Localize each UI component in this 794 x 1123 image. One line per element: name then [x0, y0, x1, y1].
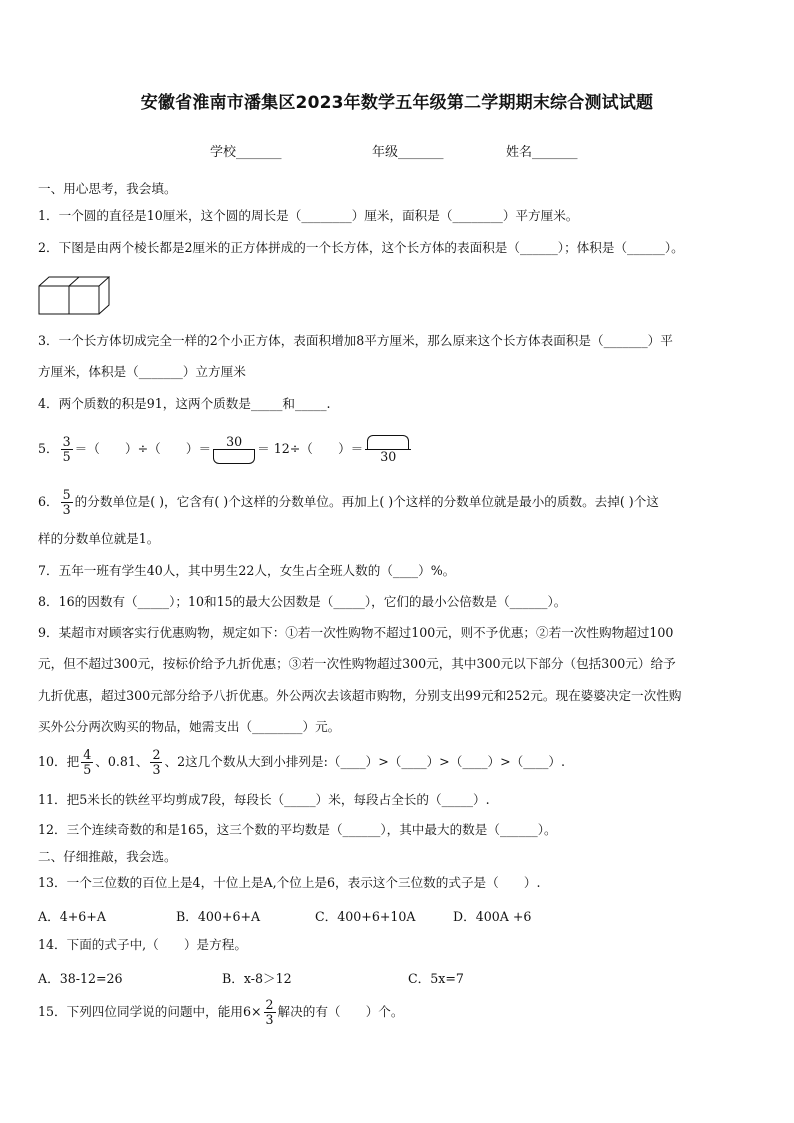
grade-field: 年级_______ — [372, 145, 444, 160]
q13-option-c: C．400+6+10A — [315, 909, 416, 924]
q10-fraction-1: $\frac{4}{5}$ — [83, 747, 92, 777]
q10-label: 10．把 — [38, 754, 80, 769]
q10-middle: 、0.81、 — [95, 754, 149, 769]
question-5 — [38, 428, 413, 470]
question-9-line-1: 9．某超市对顾客实行优惠购物，规定如下：①若一次性购物不超过100元，则不予优惠；②若一次性购物超过100 — [38, 625, 674, 640]
q5-fraction-3: 30 — [365, 435, 411, 465]
question-3-line-2: 方厘米，体积是（_______）立方厘米 — [38, 364, 246, 379]
question-7: 7．五年一班有学生40人，其中男生22人，女生占全班人数的（____）%。 — [38, 563, 456, 578]
q13-option-d: D．400A +6 — [453, 909, 532, 924]
question-6-line-1 — [38, 486, 659, 518]
q13-option-a: A．4+6+A — [38, 909, 106, 924]
q15-expression: 6× — [242, 1004, 262, 1019]
question-11: 11．把5米长的铁丝平均剪成7段，每段长（_____）米，每段占全长的（_____）. — [38, 792, 490, 807]
section-2-heading: 二、仔细推敲，我会选。 — [38, 849, 177, 864]
q6-text: 的分数单位是( )，它含有( )个这样的分数单位。再加上( )个这样的分数单位就是最小的质数。去掉( )个这 — [74, 494, 659, 509]
name-field: 姓名_______ — [506, 145, 578, 160]
q14-option-a: A．38-12=26 — [38, 971, 123, 986]
question-3-line-1: 3．一个长方体切成完全一样的2个小正方体，表面积增加8平方厘米，那么原来这个长方体表面积是（_______）平 — [38, 333, 673, 348]
question-13: 13．一个三位数的百位上是4，十位上是A,个位上是6，表示这个三位数的式子是（ ）. — [38, 875, 541, 890]
page-title: 安徽省淮南市潘集区2023年数学五年级第二学期期末综合测试试题 — [140, 93, 654, 113]
question-12: 12．三个连续奇数的和是165，这三个数的平均数是（______），其中最大的数是（______）。 — [38, 822, 557, 837]
q15-tail: 解决的有（ ）个。 — [277, 1004, 404, 1019]
q5-fraction-1: $\frac{3}{5}$ — [62, 434, 71, 464]
question-1: 1．一个圆的直径是10厘米，这个圆的周长是（________）厘米，面积是（________）平方厘米。 — [38, 208, 579, 223]
question-14: 14．下面的式子中,（ ）是方程。 — [38, 937, 247, 952]
question-2: 2．下图是由两个棱长都是2厘米的正方体拼成的一个长方体，这个长方体的表面积是（______）；体积是（______）。 — [38, 240, 684, 255]
question-9-line-4: 买外公分两次购买的物品，她需支出（________）元。 — [38, 719, 341, 734]
q5-middle: ＝（ ）÷（ ）＝ — [74, 441, 212, 456]
question-6-line-2: 样的分数单位就是1。 — [38, 531, 160, 546]
q5-label: 5． — [38, 441, 59, 456]
q6-label: 6． — [38, 494, 59, 509]
section-1-heading: 一、用心思考，我会填。 — [38, 181, 177, 196]
q14-option-b: B．x-8＞12 — [222, 971, 292, 986]
question-15 — [38, 994, 403, 1030]
question-9-line-2: 元，但不超过300元，按标价给予九折优惠；③若一次性购物超过300元，其中300元以下部分（包括300元）给予 — [38, 656, 676, 671]
q10-tail: 、2这几个数从大到小排列是:（____）>（____）>（____）>（____）. — [164, 754, 566, 769]
question-4: 4．两个质数的积是91，这两个质数是_____和_____. — [38, 396, 331, 411]
question-8: 8．16的因数有（_____）；10和15的最大公因数是（_____），它们的最小公倍数是（______）。 — [38, 594, 567, 609]
q5-tail: ＝ 12÷（ ）＝ — [257, 441, 364, 456]
q5-fraction-2: 30 — [213, 435, 255, 465]
question-10 — [38, 744, 565, 780]
q15-label: 15．下列四位同学说的问题中，能用 — [38, 1004, 243, 1019]
school-field: 学校_______ — [210, 145, 282, 160]
q10-fraction-2: $\frac{2}{3}$ — [152, 747, 161, 777]
q13-option-b: B．400+6+A — [176, 909, 261, 924]
q15-fraction: $\frac{2}{3}$ — [265, 997, 274, 1027]
cuboid-figure — [38, 276, 110, 316]
q14-option-c: C．5x=7 — [408, 971, 464, 986]
question-9-line-3: 九折优惠，超过300元部分给予八折优惠。外公两次去该超市购物，分别支出99元和252元。现在婆婆决定一次性购 — [38, 688, 682, 703]
q6-fraction: $\frac{5}{3}$ — [62, 487, 71, 517]
